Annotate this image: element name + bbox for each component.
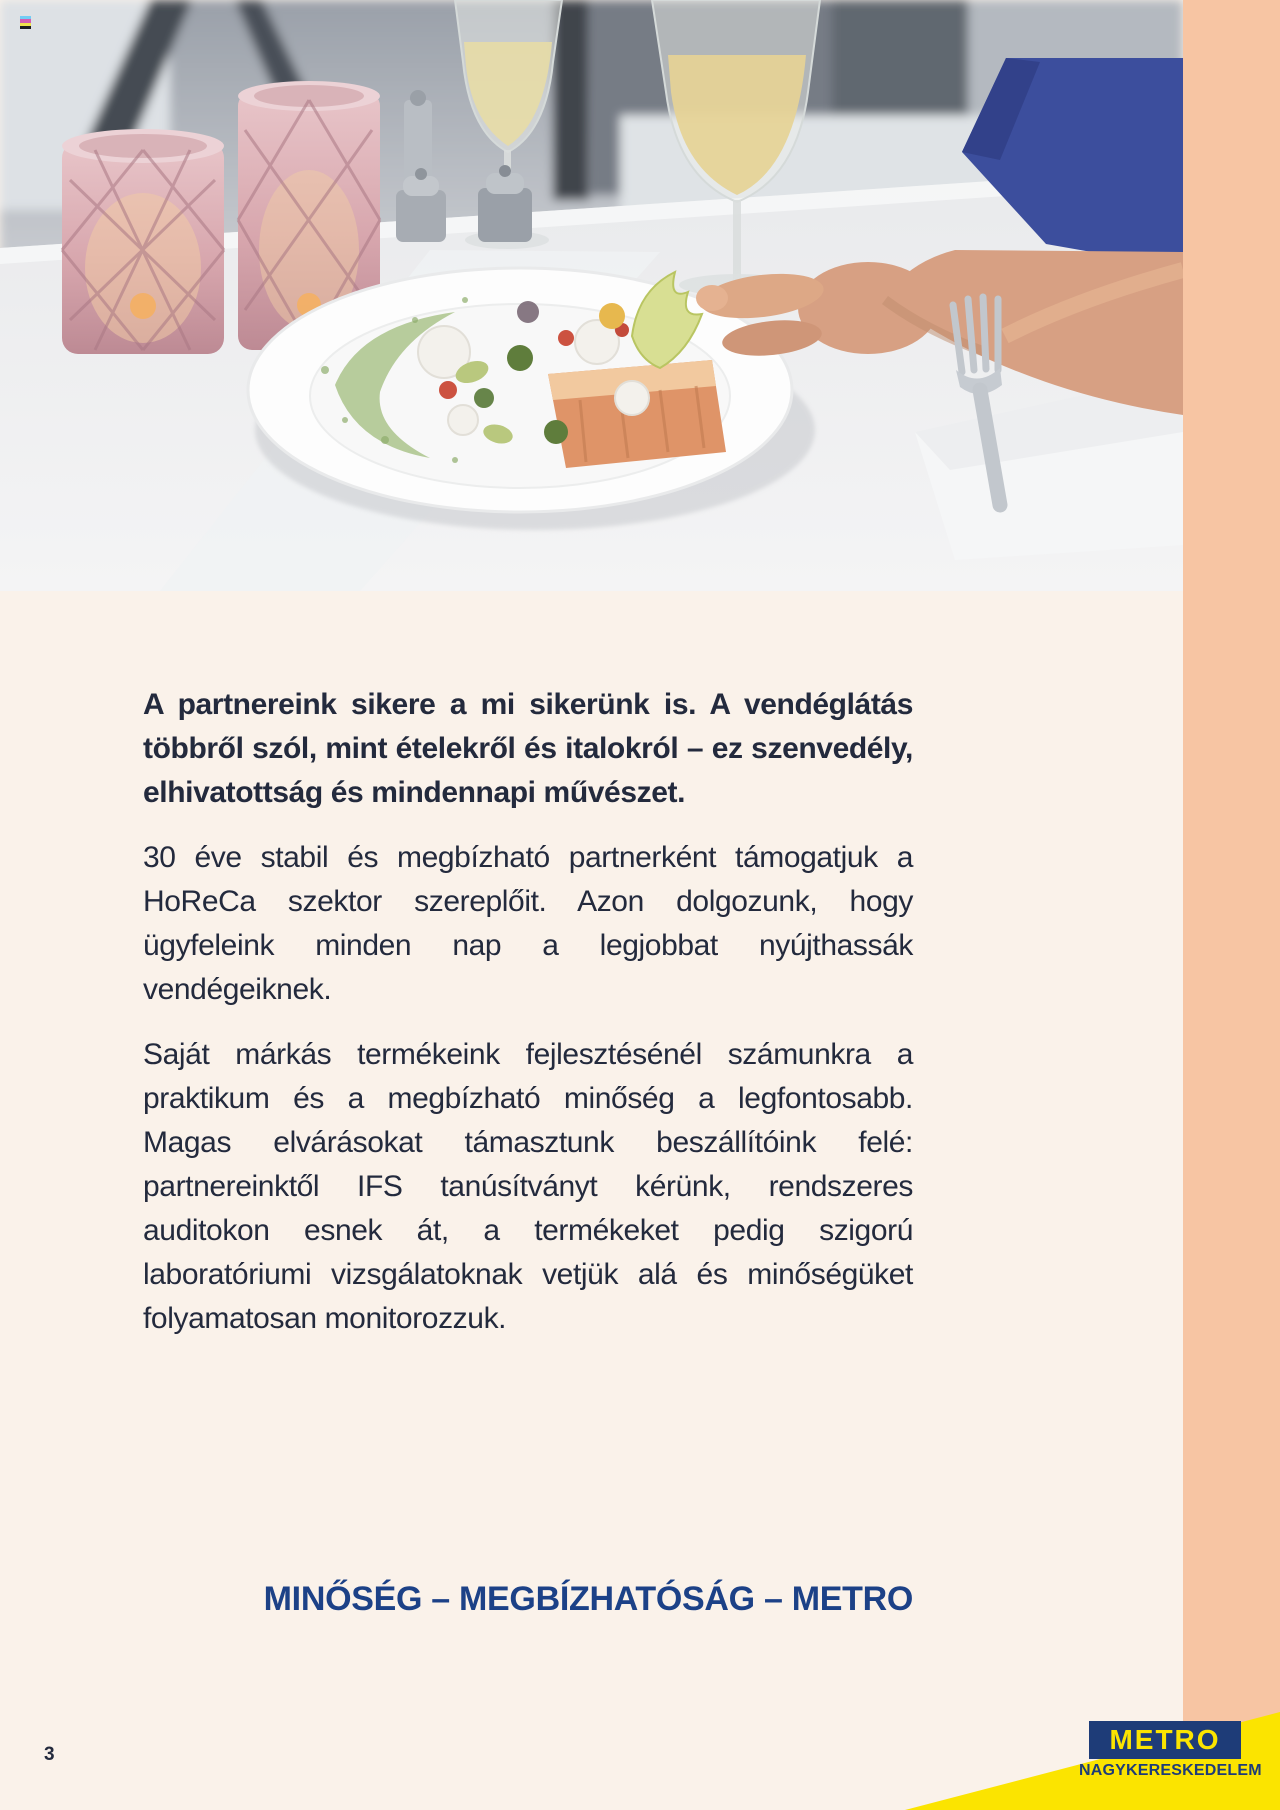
logo-wordmark: METRO [1089,1721,1241,1759]
body-paragraph: Saját márkás termékeink fejlesztésénél számunkra a praktikum és a megbízható minőség a legfontosabb. Magas elvárásokat támasztunk beszállítóink felé: partnereinktől IFS tanúsítványt kérünk, rendszeres auditokon esnek át, a termékeket pedig szigorú laboratóriumi vizsgálatoknak vetjük alá és minőségüket folyamatosan monitorozzuk. [143,1038,913,1335]
page-number: 3 [44,1744,55,1765]
registration-mark-icon [20,16,31,29]
body-copy [143,683,913,1362]
metro-logo [1079,1721,1262,1780]
logo-subtitle: NAGYKERESKEDELEM [1079,1762,1262,1779]
accent-stripe [1183,0,1280,1810]
tagline: MINŐSÉG – MEGBÍZHATÓSÁG – METRO [263,1580,913,1618]
candle-holder [62,129,224,354]
hero-photo [0,0,1183,591]
body-paragraph: 30 éve stabil és megbízható partnerként támogatjuk a HoReCa szektor szereplőit. Azon dolgozunk, hogy ügyfeleink minden nap a legjobbat nyújthassák vendégeiknek. [143,841,913,1006]
intro-paragraph: A partnereink sikere a mi sikerünk is. A vendéglátás többről szól, mint ételekről és italokról – ez szenvedély, elhivatottság és mindennapi művészet. [143,688,913,809]
